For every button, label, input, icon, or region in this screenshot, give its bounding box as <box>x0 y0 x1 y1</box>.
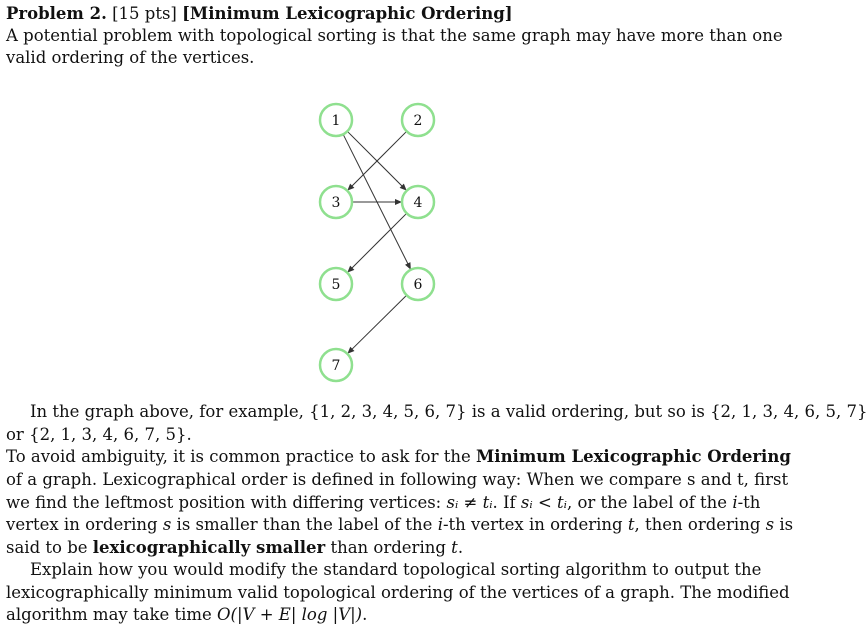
para2-line-3 <box>6 492 761 514</box>
para2-line-2: of a graph. Lexicographical order is defined in following way: When we compare s and t, first <box>6 470 789 489</box>
para2-text: To avoid ambiguity, it is common practice to ask for the <box>6 447 477 466</box>
term-minimum-lexicographic-ordering: Minimum Lexicographic Ordering <box>476 447 791 466</box>
ordering-3: {2, 1, 3, 4, 6, 7, 5} <box>29 425 187 444</box>
para2-line-5 <box>6 537 463 559</box>
para2-text: . <box>457 538 464 557</box>
graph-edges <box>343 131 411 353</box>
para1-text-d: . <box>186 425 192 444</box>
para2-line-1 <box>6 446 791 468</box>
edge-2-3 <box>350 131 407 188</box>
edge-4-5 <box>350 213 407 270</box>
para2-text: . If <box>492 493 521 512</box>
para1-line-1 <box>30 401 867 423</box>
para1-text-c: or <box>6 425 30 444</box>
para2-text: , or the label of the <box>566 493 733 512</box>
vertex-label: 7 <box>331 358 341 374</box>
term-lexicographically-smaller: lexicographically smaller <box>92 538 326 557</box>
vertex-4 <box>402 186 434 218</box>
vertex-1 <box>320 104 352 136</box>
para2-text: is <box>774 515 794 534</box>
para2-text: -th <box>737 493 761 512</box>
vertex-label: 5 <box>331 277 341 293</box>
math-var: i <box>437 515 443 534</box>
math-var: s <box>765 515 775 534</box>
para2-text: , then ordering <box>634 515 766 534</box>
ordering-2: {2, 1, 3, 4, 6, 5, 7} <box>710 402 867 421</box>
para1-text-a: In the graph above, for example, <box>30 402 310 421</box>
para2-line-4 <box>6 514 794 536</box>
para3-text: . <box>362 605 368 624</box>
vertex-label: 1 <box>331 113 341 129</box>
para1-text-b: is a valid ordering, but so is <box>466 402 711 421</box>
time-complexity: O(|V + E| log |V|) <box>217 605 363 624</box>
para2-text: we find the leftmost position with differing vertices: <box>6 493 447 512</box>
math-expr: sᵢ ≠ tᵢ <box>446 493 493 512</box>
vertex-2 <box>402 104 434 136</box>
vertex-5 <box>320 268 352 300</box>
math-expr: sᵢ < tᵢ <box>520 493 567 512</box>
math-var: i <box>732 493 738 512</box>
intro-line-2: valid ordering of the vertices. <box>6 48 255 67</box>
para3-text: algorithm may take time <box>6 605 218 624</box>
para2-text: vertex in ordering <box>6 515 163 534</box>
intro-line-1: A potential problem with topological sorting is that the same graph may have more than one <box>6 26 783 45</box>
para2-text: -th vertex in ordering <box>442 515 628 534</box>
para3-line-1: Explain how you would modify the standard topological sorting algorithm to output the <box>30 560 762 579</box>
vertex-label: 3 <box>331 195 341 211</box>
problem-title: [Minimum Lexicographic Ordering] <box>182 4 513 23</box>
vertex-3 <box>320 186 352 218</box>
para3-line-2: lexicographically minimum valid topological ordering of the vertices of a graph. The modified <box>6 583 790 602</box>
para1-line-2 <box>6 424 192 446</box>
vertex-label: 6 <box>413 277 423 293</box>
math-var: t <box>451 538 458 557</box>
para2-text: than ordering <box>325 538 452 557</box>
ordering-1: {1, 2, 3, 4, 5, 6, 7} <box>309 402 467 421</box>
vertex-7 <box>320 349 352 381</box>
math-var: s <box>162 515 172 534</box>
para2-text: is smaller than the label of the <box>171 515 438 534</box>
vertex-label: 2 <box>413 113 423 129</box>
problem-points: [15 pts] <box>112 4 177 23</box>
para2-text: said to be <box>6 538 93 557</box>
math-var: t <box>627 515 635 534</box>
edge-6-7 <box>350 295 406 351</box>
para3-line-3 <box>6 604 367 626</box>
vertex-6 <box>402 268 434 300</box>
vertex-label: 4 <box>413 195 423 211</box>
problem-label: Problem 2. <box>6 4 107 23</box>
